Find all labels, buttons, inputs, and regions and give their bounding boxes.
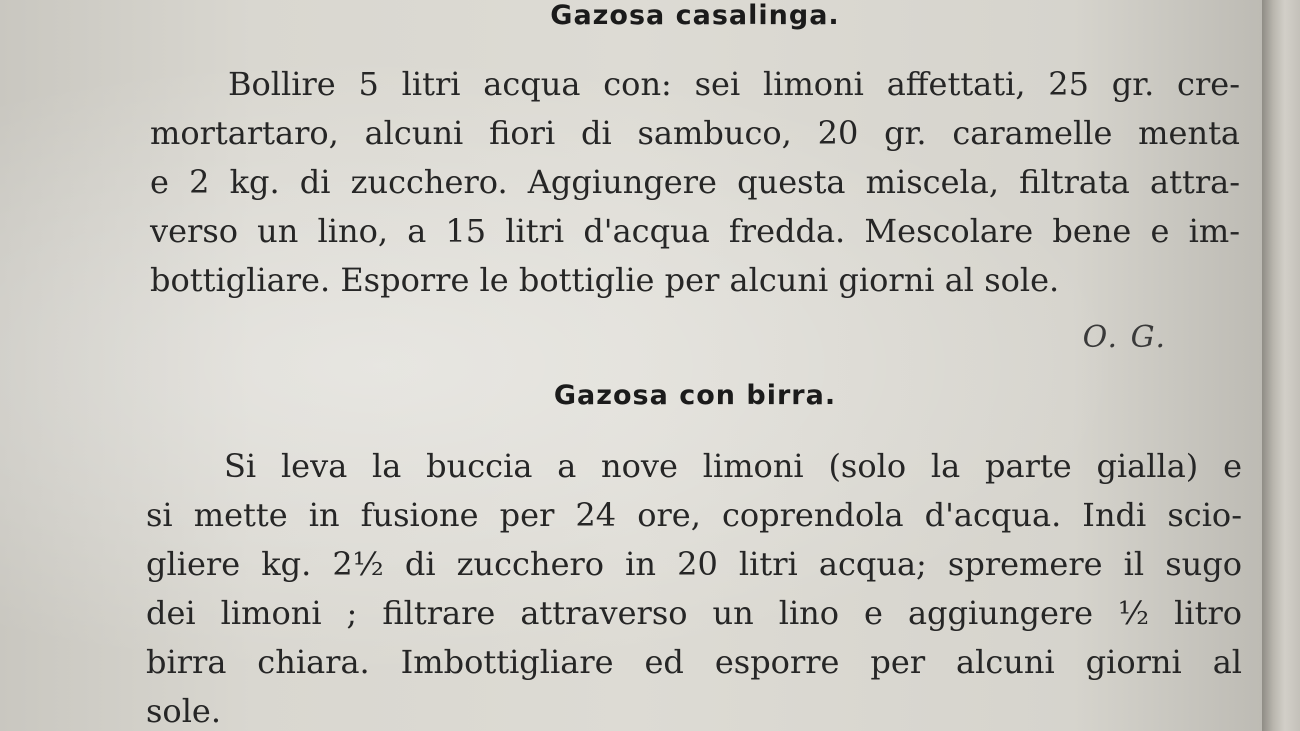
text-line: Si leva la buccia a nove limoni (solo la parte gialla) e <box>224 447 1242 485</box>
recipe-title-gazosa-casalinga: Gazosa casalinga. <box>550 0 840 31</box>
recipe-body-gazosa-con-birra <box>146 442 1242 731</box>
text-line: gliere kg. 2½ di zucchero in 20 litri acqua; spremere il sugo <box>146 545 1242 583</box>
author-signature: O. G. <box>1082 320 1167 355</box>
recipe-body-gazosa-casalinga <box>150 60 1240 305</box>
text-line: Bollire 5 litri acqua con: sei limoni affettati, 25 gr. cre- <box>228 65 1240 103</box>
text-line: dei limoni ; filtrare attraverso un lino e aggiungere ½ litro <box>146 594 1242 632</box>
recipe-title-gazosa-con-birra: Gazosa con birra. <box>553 380 837 411</box>
text-line: birra chiara. Imbottigliare ed esporre per alcuni giorni al <box>146 643 1242 681</box>
page-edge <box>1262 0 1300 731</box>
text-line: si mette in fusione per 24 ore, coprendola d'acqua. Indi scio- <box>146 496 1242 534</box>
text-line: sole. <box>146 692 222 730</box>
text-line: e 2 kg. di zucchero. Aggiungere questa miscela, filtrata attra- <box>150 163 1240 201</box>
text-line: bottigliare. Esporre le bottiglie per alcuni giorni al sole. <box>150 261 1060 299</box>
text-line: verso un lino, a 15 litri d'acqua fredda. Mescolare bene e im- <box>150 212 1240 250</box>
text-line: mortartaro, alcuni fiori di sambuco, 20 gr. caramelle menta <box>150 114 1240 152</box>
